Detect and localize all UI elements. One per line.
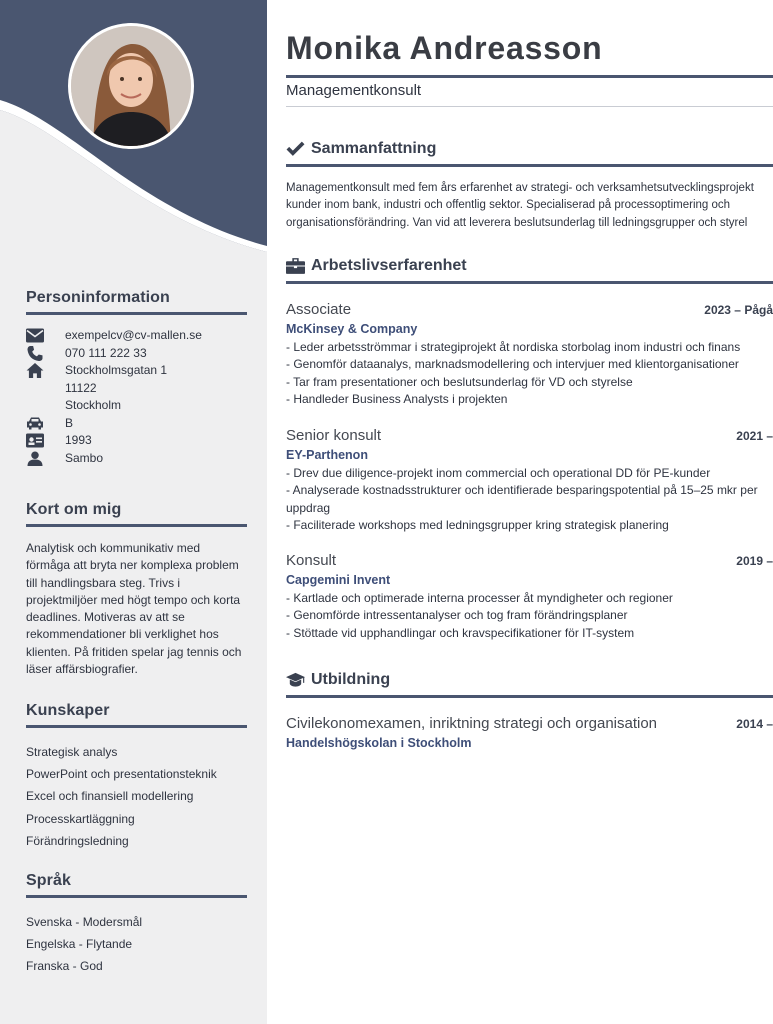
job-bullet: - Genomför dataanalys, marknadsmodellering och intervjuer med klientorganisationer: [286, 357, 739, 372]
job-bullet: uppdrag: [286, 500, 331, 515]
education-date: 2014 –: [736, 717, 773, 731]
main-content: [286, 0, 773, 1024]
info-license: [26, 415, 247, 433]
summary-line: organisationsförändring. Van vid att leverera beslutsunderlag till ledningsgrupper och styrel: [286, 216, 748, 229]
envelope-icon: [26, 327, 65, 344]
skill-item: Strategisk analys: [26, 745, 118, 759]
languages-section: [26, 872, 247, 978]
job-title: Senior konsult: [286, 427, 382, 444]
info-civil-status-text: Sambo: [65, 450, 104, 465]
job-bullet: - Drev due diligence-projekt inom commercial och operational DD för PE-kunder: [286, 466, 711, 480]
briefcase-icon: [286, 258, 305, 274]
languages-title: Språk: [26, 872, 247, 898]
language-item: Franska - God: [26, 959, 103, 974]
experience-title: Arbetslivserfarenhet: [311, 257, 467, 274]
job-company: Capgemini Invent: [286, 573, 391, 587]
degree-title: Civilekonomexamen, inriktning strategi och organisation: [286, 715, 658, 732]
about-text: Analytisk och kommunikativ med förmåga att bryta ner komplexa problem till handlingsbara steg. Trivs i projektmiljöer med högt tempo och korta deadlines. Motiveras av att se rekommendationer bli verklighet hos klienten. På fritiden spelar jag tennis och läser affärsbiografier.: [26, 541, 242, 677]
languages-list: [26, 911, 247, 978]
job-bullet: - Tar fram presentationer och beslutsunderlag för VD och styrelse: [286, 374, 633, 389]
job-company: McKinsey & Company: [286, 322, 418, 336]
info-email: [26, 327, 247, 345]
info-email-text: exempelcv@cv-mallen.se: [65, 328, 202, 342]
skill-item: Förändringsledning: [26, 833, 129, 848]
role-divider: [286, 106, 773, 107]
info-city: [26, 397, 247, 415]
job-date: 2021 –: [736, 429, 773, 443]
skill-item: PowerPoint och presentationsteknik: [26, 767, 217, 782]
job-entry: [286, 427, 773, 535]
check-icon: [286, 141, 305, 157]
job-bullets: [286, 339, 773, 409]
skill-item: Excel och finansiell modellering: [26, 789, 194, 804]
skills-section: [26, 702, 247, 852]
job-bullets: [286, 465, 773, 535]
experience-header: [286, 257, 773, 284]
profile-photo: [68, 23, 194, 149]
info-birthyear-text: 1993: [65, 433, 92, 447]
personal-info-title: Personinformation: [26, 289, 247, 315]
job-entry: [286, 301, 773, 409]
about-title: Kort om mig: [26, 501, 247, 527]
skill-item: Processkartläggning: [26, 811, 135, 826]
info-phone: [26, 345, 247, 363]
education-title: Utbildning: [311, 671, 391, 688]
education-header: [286, 671, 773, 698]
car-icon: [26, 415, 65, 432]
job-bullet: - Handleder Business Analysts i projekten: [286, 392, 508, 407]
home-icon: [26, 362, 65, 379]
language-item: Svenska - Modersmål: [26, 915, 143, 929]
job-bullet: - Leder arbetsströmmar i strategiprojekt åt nordiska storbolag inom industri och finans: [286, 340, 741, 354]
summary-line: kunder inom bank, industri och offentlig sektor. Specialiserad på processoptimering och: [286, 199, 731, 212]
job-title: Associate: [286, 301, 352, 318]
job-entry: [286, 552, 773, 642]
id-card-icon: [26, 432, 65, 449]
skills-list: [26, 741, 247, 852]
job-title: Konsult: [286, 552, 337, 569]
name-divider: [286, 75, 773, 78]
person-name: Monika Andreasson: [286, 30, 603, 66]
language-item: Engelska - Flytande: [26, 937, 133, 952]
info-civil-status: [26, 450, 247, 468]
job-date: 2023 – Pågå: [704, 303, 773, 317]
info-postcode-text: 11122: [65, 380, 97, 395]
job-bullet: - Stöttade vid upphandlingar och kravspecifikationer för IT-system: [286, 625, 635, 640]
education-entry: [286, 715, 773, 750]
summary-title: Sammanfattning: [311, 140, 437, 157]
info-postcode: [26, 380, 247, 398]
job-bullet: - Faciliterade workshops med ledningsgrupper kring strategisk planering: [286, 518, 669, 533]
school-name: Handelshögskolan i Stockholm: [286, 736, 472, 750]
job-date: 2019 –: [736, 554, 773, 568]
about-section: [26, 501, 247, 678]
info-phone-text: 070 111 222 33: [65, 345, 147, 360]
summary-header: [286, 140, 773, 167]
user-icon: [26, 450, 65, 467]
skills-title: Kunskaper: [26, 702, 247, 728]
job-bullet: - Kartlade och optimerade interna processer åt myndigheter och regioner: [286, 591, 673, 605]
person-role: Managementkonsult: [286, 82, 422, 99]
job-company: EY-Parthenon: [286, 448, 368, 462]
summary-text: [286, 180, 773, 232]
graduation-cap-icon: [286, 672, 305, 688]
info-address: [26, 362, 247, 380]
info-city-text: Stockholm: [65, 398, 122, 412]
phone-icon: [26, 345, 65, 362]
info-birthyear: [26, 432, 247, 450]
job-bullets: [286, 590, 773, 642]
personal-info-list: [26, 327, 247, 467]
summary-line: Managementkonsult med fem års erfarenhet av strategi- och verksamhetsutvecklingsprojekt: [286, 182, 754, 194]
info-street: Stockholmsgatan 1: [65, 363, 168, 377]
job-bullet: - Genomförde intressentanalyser och tog fram förändringsplaner: [286, 608, 628, 623]
job-bullet: - Analyserade kostnadsstrukturer och identifierade besparingspotential på 15–25 mkr per: [286, 483, 758, 498]
info-license-text: B: [65, 415, 74, 430]
sidebar: [0, 0, 267, 1024]
personal-info-section: [26, 289, 247, 467]
